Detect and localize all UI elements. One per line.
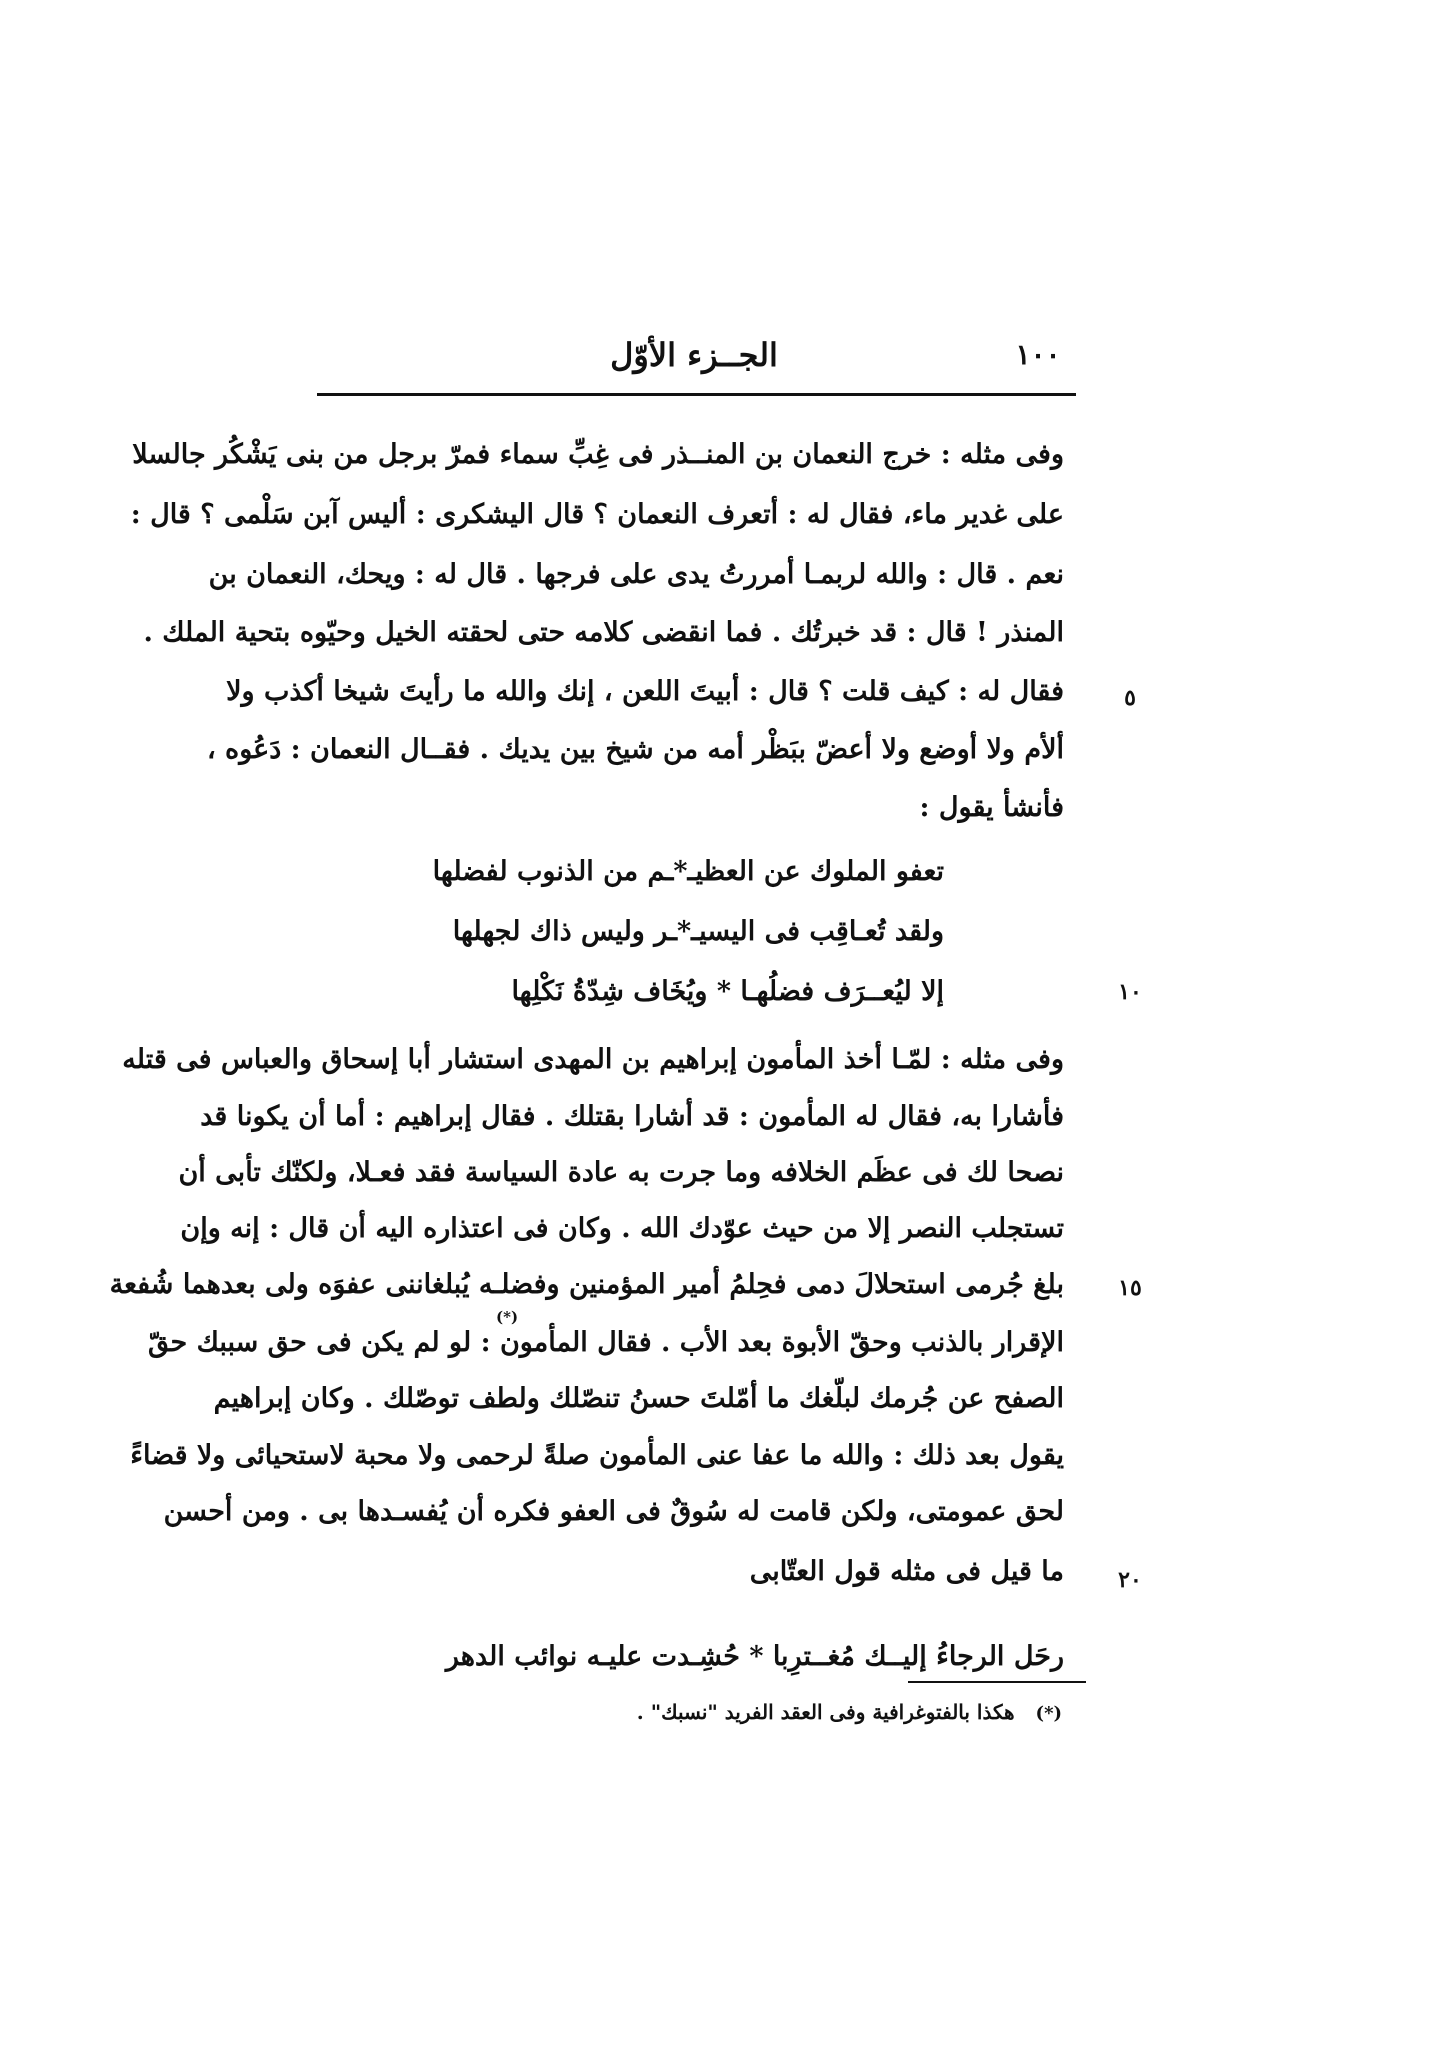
text-line: فأشارا به، فقال له المأمون : قد أشارا بقتلك . فقال إبراهيم : أما أن يكونا قد	[200, 1101, 1064, 1132]
page-number: ١٠٠	[1015, 338, 1061, 371]
verse-line: ولقد تُعـاقِب فى اليسيـ*ـر وليس ذاك لجهلها	[452, 916, 944, 947]
text-line: بلغ جُرمى استحلالَ دمى فحِلمُ أمير المؤمنين وفضلـه يُبلغاننى عفوَه ولى بعدهما شُفعة	[109, 1269, 1064, 1300]
running-header-title: الجــزء الأوّل	[610, 336, 778, 374]
text-line: ألأم ولا أوضع ولا أعضّ ببَظْر أمه من شيخ بين يديك . فقــال النعمان : دَعُوه ،	[206, 734, 1064, 765]
footnote-reference: (*)	[496, 1308, 519, 1326]
verse-line: تعفو الملوك عن العظيـ*ـم من الذنوب لفضلها	[432, 856, 944, 887]
footnote-marker: (*)	[1035, 1703, 1062, 1724]
text-line: وفى مثله : خرج النعمان بن المنــذر فى غِبِّ سماء فمرّ برجل من بنى يَشْكُر جالسلا	[132, 439, 1064, 470]
text-line: يقول بعد ذلك : والله ما عفا عنى المأمون صلةً لرحمى ولا محبة لاستحيائى ولا قضاءً	[130, 1440, 1064, 1471]
text-line: فقال له : كيف قلت ؟ قال : أبيتَ اللعن ، إنك والله ما رأيتَ شيخا أكذب ولا	[226, 676, 1064, 707]
line-number: ١٠	[1118, 979, 1142, 1005]
text-line: ما قيل فى مثله قول العتّابى	[749, 1556, 1064, 1587]
text-line: الإقرار بالذنب وحقّ الأبوة بعد الأب . فقال المأمون : لو لم يكن فى حق سببك حقّ	[147, 1327, 1064, 1358]
footnote-rule	[908, 1681, 1086, 1683]
line-number: ٥	[1124, 685, 1136, 711]
header-rule	[317, 393, 1076, 396]
text-line: تستجلب النصر إلا من حيث عوّدك الله . وكان فى اعتذاره اليه أن قال : إنه وإن	[180, 1213, 1064, 1244]
text-line: فأنشأ يقول :	[919, 792, 1064, 823]
text-line: نعم . قال : والله لربمـا أمررتُ يدى على فرجها . قال له : ويحك، النعمان بن	[208, 559, 1064, 590]
text-line: الصفح عن جُرمك لبلّغك ما أمّلتَ حسنُ تنصّلك ولطف توصّلك . وكان إبراهيم	[213, 1383, 1064, 1414]
line-number: ١٥	[1118, 1275, 1142, 1301]
line-number: ٢٠	[1118, 1567, 1142, 1593]
footnote	[600, 1696, 1062, 1730]
verse-line: رحَل الرجاءُ إليــك مُغــترِبا * حُشِـدت عليـه نوائب الدهر	[445, 1641, 1064, 1672]
text-line: وفى مثله : لمّـا أخذ المأمون إبراهيم بن المهدى استشار أبا إسحاق والعباس فى قتله	[122, 1044, 1064, 1075]
text-line: نصحا لك فى عظَم الخلافه وما جرت به عادة السياسة فقد فعـلا، ولكنّك تأبى أن	[178, 1157, 1064, 1188]
verse-line: إلا ليُعــرَف فضلُهـا * ويُخَاف شِدّةُ نَكْلِها	[511, 976, 944, 1007]
text-line: المنذر ! قال : قد خبرتُك . فما انقضى كلامه حتى لحقته الخيل وحيّوه بتحية الملك .	[143, 617, 1064, 648]
text-line: لحق عمومتى، ولكن قامت له سُوقٌ فى العفو فكره أن يُفسـدها بى . ومن أحسن	[163, 1496, 1064, 1527]
text-line: على غدير ماء، فقال له : أتعرف النعمان ؟ قال اليشكرى : أليس آبن سَلْمى ؟ قال :	[130, 499, 1064, 530]
footnote-text: هكذا بالفتوغرافية وفى العقد الفريد "نسبك" .	[636, 1700, 1015, 1724]
